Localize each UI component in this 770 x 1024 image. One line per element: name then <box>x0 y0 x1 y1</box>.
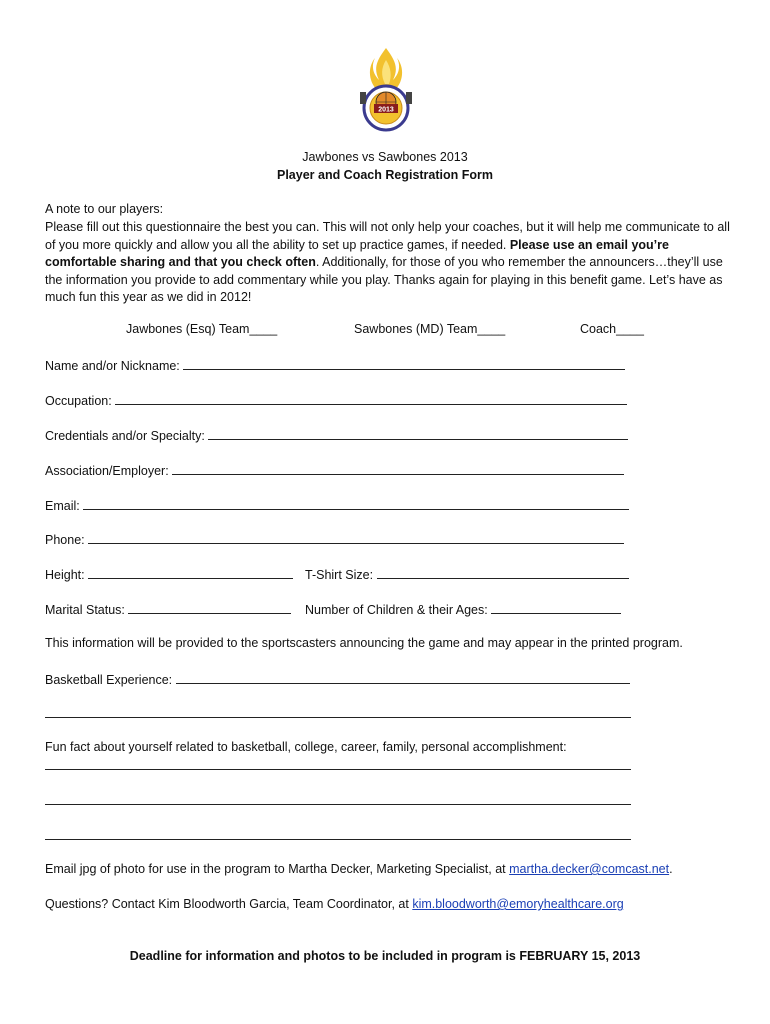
info-note: This information will be provided to the sportscasters announcing the game and may appear in the printed program. <box>45 636 683 650</box>
name-input-line[interactable] <box>183 357 625 370</box>
fun-fact-input-line-3[interactable] <box>45 827 631 840</box>
fun-fact-input-line-2[interactable] <box>45 792 631 805</box>
name-label: Name and/or Nickname: <box>45 359 180 373</box>
height-label: Height: <box>45 568 85 582</box>
association-input-line[interactable] <box>172 462 624 475</box>
basketball-extra-line-row <box>45 705 631 721</box>
note-text-2: . Additionally, for those of you who remember the announcers…they’ll use the information you provide to add commentary while you play. Thanks again for playing in this benefit game. Let’s have as much fun this year as we did in 2012! <box>45 255 723 304</box>
fun-fact-line-row-3 <box>45 827 631 843</box>
note-bold-text: Please use an email you’re comfortable sharing and that you check often <box>45 237 669 269</box>
phone-field <box>45 531 624 547</box>
children-label: Number of Children & their Ages: <box>305 603 488 617</box>
tshirt-label: T-Shirt Size: <box>305 568 374 582</box>
note-paragraph <box>45 219 735 307</box>
basketball-label: Basketball Experience: <box>45 673 173 687</box>
marital-input-line[interactable] <box>128 601 291 614</box>
photo-text: Email jpg of photo for use in the program to Martha Decker, Marketing Specialist, at <box>45 862 510 876</box>
marital-field <box>45 601 291 617</box>
form-title: Player and Coach Registration Form <box>276 168 494 182</box>
occupation-label: Occupation: <box>45 394 112 408</box>
logo-year: 2013 <box>378 106 394 114</box>
credentials-input-line[interactable] <box>208 427 628 440</box>
children-input-line[interactable] <box>491 601 621 614</box>
credentials-label: Credentials and/or Specialty: <box>45 429 205 443</box>
email-label: Email: <box>45 499 80 513</box>
jawbones-team-option[interactable]: Jawbones (Esq) Team____ <box>126 322 278 336</box>
association-field <box>45 462 624 478</box>
event-title: Jawbones vs Sawbones 2013 <box>302 150 468 164</box>
credentials-field <box>45 427 628 443</box>
tshirt-field <box>305 566 629 582</box>
email-input-line[interactable] <box>83 497 629 510</box>
deadline-notice: Deadline for information and photos to be included in program is FEBRUARY 15, 2013 <box>129 949 641 963</box>
phone-label: Phone: <box>45 533 85 547</box>
basketball-field <box>45 671 630 687</box>
photo-end: . <box>669 862 673 876</box>
name-field <box>45 357 625 373</box>
fun-fact-input-line-1[interactable] <box>45 757 631 770</box>
note-text-1: Please fill out this questionnaire the best you can. This will not only help your coaches, but it will help me communicate to all of you more quickly and allow you all the ability to set up practice games, if needed. <box>45 220 730 252</box>
height-input-line[interactable] <box>88 566 293 579</box>
coach-option[interactable]: Coach____ <box>580 322 644 336</box>
fun-fact-label: Fun fact about yourself related to basketball, college, career, family, personal accomplishment: <box>45 740 567 754</box>
phone-input-line[interactable] <box>88 531 624 544</box>
questions-text: Questions? Contact Kim Bloodworth Garcia, Team Coordinator, at <box>45 897 413 911</box>
association-label: Association/Employer: <box>45 464 169 478</box>
basketball-input-line-2[interactable] <box>45 705 631 718</box>
height-field <box>45 566 293 582</box>
occupation-field <box>45 392 627 408</box>
children-field <box>305 601 621 617</box>
note-greeting: A note to our players: <box>45 202 164 216</box>
fun-fact-line-row-2 <box>45 792 631 808</box>
tshirt-input-line[interactable] <box>377 566 629 579</box>
questions-email-link[interactable]: kim.bloodworth@emoryhealthcare.org <box>412 897 624 911</box>
event-logo <box>355 46 417 134</box>
email-field <box>45 497 629 513</box>
occupation-input-line[interactable] <box>115 392 627 405</box>
questions-contact <box>45 897 624 911</box>
sawbones-team-option[interactable]: Sawbones (MD) Team____ <box>354 322 506 336</box>
basketball-input-line[interactable] <box>176 671 630 684</box>
fun-fact-line-row-1 <box>45 757 631 773</box>
marital-label: Marital Status: <box>45 603 125 617</box>
photo-instructions <box>45 862 673 876</box>
photo-email-link[interactable]: martha.decker@comcast.net <box>509 862 670 876</box>
